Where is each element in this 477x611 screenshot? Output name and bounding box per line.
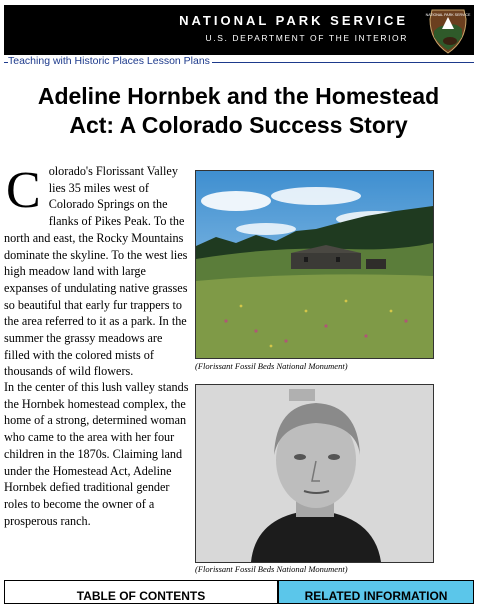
lesson-plans-banner [4,55,474,69]
related-information-button[interactable]: RELATED INFORMATION [278,580,474,604]
homestead-paragraph: In the center of this lush valley stands the Hornbek homestead complex, the home of a strong, determined woman who came to the area with her four children in the 1870s. Claiming land under the Homestead Act, Adeline Hornbek defied traditional gender roles to become the owner of a prosperous ranch. [4,380,189,528]
department-name: U.S. DEPARTMENT OF THE INTERIOR [205,33,408,43]
photo-caption-2: (Florissant Fossil Beds National Monument) [195,564,348,574]
arrowhead-logo-icon[interactable] [425,7,471,54]
drop-cap: C [6,162,41,219]
nps-header [4,5,474,55]
lesson-nav-bar [4,580,474,604]
title-line-1: Adeline Hornbek and the Homestead [37,83,440,109]
agency-name: NATIONAL PARK SERVICE [179,13,408,28]
intro-paragraph-text: olorado's Florissant Valley lies 35 miles west of Colorado Springs on the flanks of Pikes Peak. To the north and east, the Rocky Mountains dominate the skyline. To the west lies high meadow land with large expanses of undulating native grasses so beautiful that early fur trappers to the area referred to it as a park. In the summer the grassy meadows are filled with the colored mists of thousands of wild flowers. [4,164,188,379]
lesson-plans-link[interactable]: Teaching with Historic Places Lesson Plans [8,55,210,67]
badge-text: NATIONAL PARK SERVICE [425,13,471,17]
table-of-contents-button[interactable]: TABLE OF CONTENTS [4,580,278,604]
homestead-photo [195,170,434,359]
intro-paragraph [4,163,189,380]
title-line-2: Act: A Colorado Success Story [69,112,408,138]
page-title [0,82,477,140]
photo-caption-1: (Florissant Fossil Beds National Monument) [195,361,348,371]
portrait-photo [195,384,434,563]
